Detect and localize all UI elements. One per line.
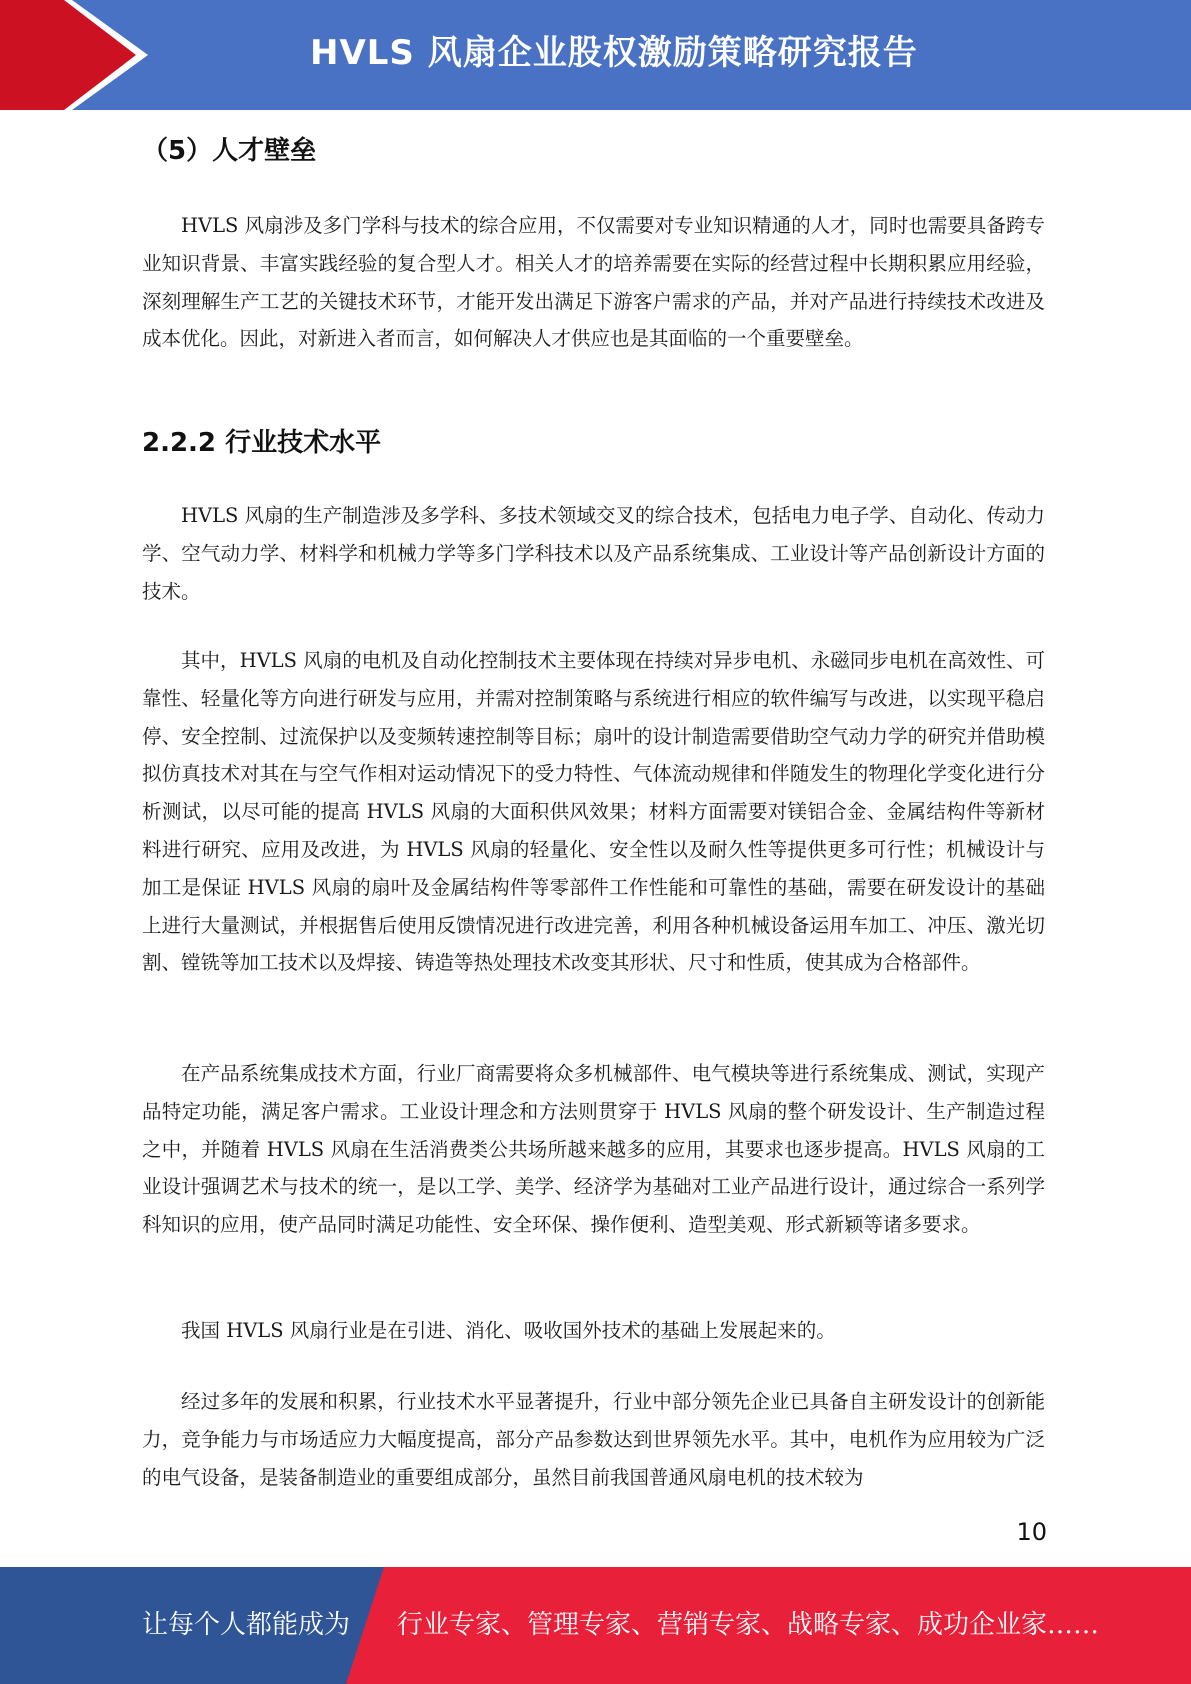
page-header <box>0 0 1191 110</box>
page-number: 10 <box>1016 1518 1047 1546</box>
paragraph-3: 在产品系统集成技术方面，行业厂商需要将众多机械部件、电气模块等进行系统集成、测试，实现产品特定功能，满足客户需求。工业设计理念和方法则贯穿于 HVLS 风扇的整个研发设计、生产制造过程之中，并随着 HVLS 风扇在生活消费类公共场所越来越多的应用，其要求也逐步提高。HVLS 风扇的工业设计强调艺术与技术的统一，是以工学、美学、经济学为基础对工业产品进行设计，通过综合一系列学科知识的应用，使产品同时满足功能性、安全环保、操作便利、造型美观、形式新颖等诸多要求。 <box>142 1062 1045 1237</box>
paragraph-talent-barrier: HVLS 风扇涉及多门学科与技术的综合应用，不仅需要对专业知识精通的人才，同时也需要具备跨专业知识背景、丰富实践经验的复合型人才。相关人才的培养需要在实际的经营过程中长期积累应用经验，深刻理解生产工艺的关键技术环节，才能开发出满足下游客户需求的产品，并对产品进行持续技术改进及成本优化。因此，对新进入者而言，如何解决人才供应也是其面临的一个重要壁垒。 <box>142 214 1045 351</box>
subsection-heading: （5）人才壁垒 <box>142 136 317 166</box>
paragraph-2: 其中，HVLS 风扇的电机及自动化控制技术主要体现在持续对异步电机、永磁同步电机在高效性、可靠性、轻量化等方向进行研发与应用，并需对控制策略与系统进行相应的软件编写与改进，以实现平稳启停、安全控制、过流保护以及变频转速控制等目标；扇叶的设计制造需要借助空气动力学的研究并借助模拟仿真技术对其在与空气作相对运动情况下的受力特性、气体流动规律和伴随发生的物理化学变化进行分析测试，以尽可能的提高 HVLS 风扇的大面积供风效果；材料方面需要对镁铝合金、金属结构件等新材料进行研究、应用及改进，为 HVLS 风扇的轻量化、安全性以及耐久性等提供更多可行性；机械设计与加工是保证 HVLS 风扇的扇叶及金属结构件等零部件工作性能和可靠性的基础，需要在研发设计的基础上进行大量测试，并根据售后使用反馈情况进行改进完善，利用各种机械设备运用车加工、冲压、激光切割、镗铣等加工技术以及焊接、铸造等热处理技术改变其形状、尺寸和性质，使其成为合格部件。 <box>142 649 1045 975</box>
header-flag-icon <box>0 0 160 110</box>
section-heading: 2.2.2 行业技术水平 <box>142 428 382 458</box>
page-footer <box>0 1567 1191 1684</box>
paragraph-1: HVLS 风扇的生产制造涉及多学科、多技术领域交叉的综合技术，包括电力电子学、自动化、传动力学、空气动力学、材料学和机械力学等多门学科技术以及产品系统集成、工业设计等产品创新设计方面的技术。 <box>142 504 1045 603</box>
paragraph-5: 经过多年的发展和积累，行业技术水平显著提升，行业中部分领先企业已具备自主研发设计的创新能力，竞争能力与市场适应力大幅度提高，部分产品参数达到世界领先水平。其中，电机作为应用较为广泛的电气设备，是装备制造业的重要组成部分，虽然目前我国普通风扇电机的技术较为 <box>142 1390 1045 1489</box>
footer-slogan-left: 让每个人都能成为 <box>142 1610 351 1640</box>
report-title: HVLS 风扇企业股权激励策略研究报告 <box>310 33 918 73</box>
paragraph-4: 我国 HVLS 风扇行业是在引进、消化、吸收国外技术的基础上发展起来的。 <box>181 1319 836 1342</box>
footer-slogan-right: 行业专家、管理专家、营销专家、战略专家、成功企业家…… <box>397 1610 1100 1640</box>
